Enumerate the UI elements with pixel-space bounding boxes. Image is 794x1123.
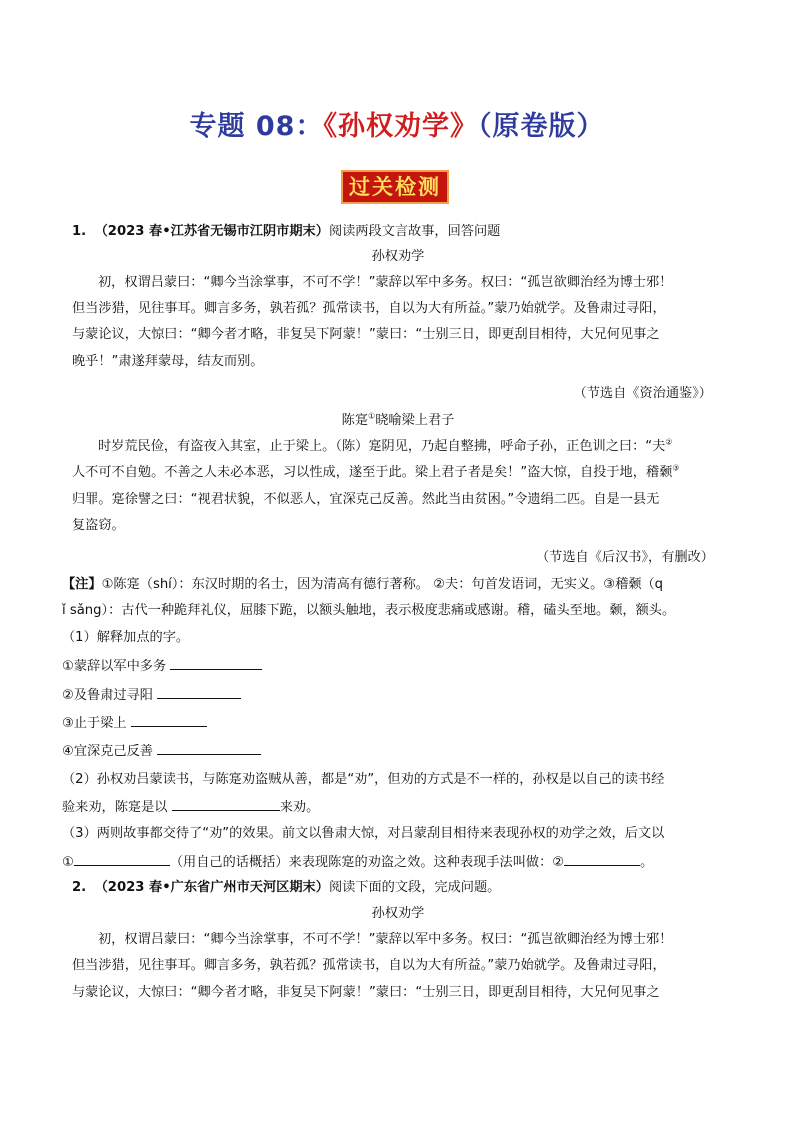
passage-a-title: 孙权劝学 <box>371 249 425 264</box>
answer-blank[interactable] <box>131 713 207 727</box>
passage-b-line <box>72 516 724 536</box>
q1-source: （2023 春•江苏省无锡市江阴市期末） <box>94 224 329 239</box>
q2-instruction: 阅读下面的文段，完成问题。 <box>328 880 501 895</box>
sub2-text: 验来劝，陈寔是以 <box>62 800 172 815</box>
q2-header <box>72 878 724 898</box>
note-line <box>62 575 730 595</box>
answer-blank[interactable] <box>157 685 241 699</box>
note-text: ①陈寔（shí）：东汉时期的名士，因为清高有德行著称。 ②夫：句首发语词，无实义。③稽颡（q <box>101 577 664 592</box>
passage-b-text: 复盗窃。 <box>72 518 125 533</box>
sub3-text: 。 <box>640 855 654 870</box>
passage-b-text: 归罪。寔徐譬之曰：“视君状貌，不似恶人，宜深克己反善。然此当由贫困。”令遗绢二匹。自是一县无 <box>72 492 660 507</box>
footnote-mark: ① <box>368 411 376 421</box>
passage-b-title-pre: 陈寔 <box>341 413 369 428</box>
item-row <box>62 741 714 762</box>
sub-question-2: （2）孙权劝吕蒙读书，与陈寔劝盗贼从善，都是“劝”，但劝的方式是不一样的，孙权是以自己的读书经 <box>62 772 665 787</box>
section-badge: 过关检测 <box>341 170 449 204</box>
item-row <box>62 656 714 677</box>
passage-b-title-post: 晓喻梁上君子 <box>375 413 455 428</box>
passage-b-line <box>72 437 724 457</box>
sub-question-3: （3）两则故事都交待了“劝”的效果。前文以鲁肃大惊，对吕蒙刮目相待来表现孙权的劝学之效，后文以 <box>62 826 665 841</box>
title-main: 《孙权劝学》 <box>323 111 478 142</box>
sub-question-3-line <box>62 852 714 873</box>
page-title <box>0 104 794 143</box>
item-text: ④宜深克己反善 <box>62 744 153 759</box>
answer-blank[interactable] <box>172 797 280 811</box>
item-text: ③止于梁上 <box>62 716 127 731</box>
passage-a-line: 晚乎！”肃遂拜蒙母，结友而别。 <box>72 354 264 369</box>
sub-question-2-line <box>62 797 714 818</box>
title-suffix: （原卷版） <box>477 111 605 142</box>
q2-passage-title: 孙权劝学 <box>371 906 425 921</box>
sub3-text: ① <box>62 855 74 870</box>
q2-number: 2. <box>72 880 87 895</box>
footnote-mark: ③ <box>672 463 680 473</box>
q2-source: （2023 春•广东省广州市天河区期末） <box>94 880 329 895</box>
passage-b-text: 时岁荒民俭，有盗夜入其室，止于梁上。（陈）寔阴见，乃起自整拂，呼命子孙，正色训之曰：“夫 <box>98 439 666 454</box>
sub3-text: （用自己的话概括）来表现陈寔的劝盗之效。这种表现手法叫做：② <box>169 855 565 870</box>
item-row <box>62 713 714 734</box>
q2-passage-line: 与蒙论议，大惊曰：“卿今者才略，非复吴下阿蒙！”蒙曰：“士别三日，即更刮目相待，大兄何见事之 <box>72 985 660 1000</box>
item-text: ②及鲁肃过寻阳 <box>62 688 153 703</box>
passage-b-line <box>72 463 724 483</box>
q1-header <box>72 222 724 242</box>
answer-blank[interactable] <box>564 852 640 866</box>
passage-a-line: 初，权谓吕蒙曰：“卿今当涂掌事，不可不学！”蒙辞以军中多务。权曰：“孤岂欲卿治经为博士邪！ <box>98 275 673 290</box>
answer-blank[interactable] <box>157 741 261 755</box>
q1-instruction: 阅读两段文言故事，回答问题 <box>328 224 501 239</box>
passage-b-text: 人不可不自勉。不善之人未必本恶，习以性成，遂至于此。梁上君子者是矣！”盗大惊，自投于地，稽颡 <box>72 465 673 480</box>
passage-b-source: （节选自《后汉书》，有删改） <box>535 550 714 565</box>
passage-a-line: 与蒙论议，大惊曰：“卿今者才略，非复吴下阿蒙！”蒙曰：“士别三日，即更刮目相待，大兄何见事之 <box>72 327 660 342</box>
note-line: ǐ sǎng）：古代一种跪拜礼仪，屈膝下跪，以额头触地，表示极度悲痛或感谢。稽，磕头至地。颡，额头。 <box>62 603 676 618</box>
note-label: 【注】 <box>62 577 102 592</box>
title-prefix: 专题 08： <box>189 111 324 142</box>
footnote-mark: ② <box>665 437 673 447</box>
item-text: ①蒙辞以军中多务 <box>62 659 167 674</box>
q1-number: 1. <box>72 224 87 239</box>
sub-question-1: （1）解释加点的字。 <box>62 630 190 645</box>
answer-blank[interactable] <box>170 656 262 670</box>
item-row <box>62 685 714 706</box>
passage-a-line: 但当涉猎，见往事耳。卿言多务，孰若孤？孤常读书，自以为大有所益。”蒙乃始就学。及鲁肃过寻阳， <box>72 301 666 316</box>
q2-passage-line: 初，权谓吕蒙曰：“卿今当涂掌事，不可不学！”蒙辞以军中多务。权曰：“孤岂欲卿治经为博士邪！ <box>98 932 673 947</box>
passage-b-title <box>72 411 724 431</box>
passage-a-source: （节选自《资治通鉴》） <box>573 386 712 401</box>
q2-passage-line: 但当涉猎，见往事耳。卿言多务，孰若孤？孤常读书，自以为大有所益。”蒙乃始就学。及鲁肃过寻阳， <box>72 958 666 973</box>
sub2-text: 来劝。 <box>279 800 320 815</box>
passage-b-line <box>72 490 724 510</box>
answer-blank[interactable] <box>74 852 170 866</box>
